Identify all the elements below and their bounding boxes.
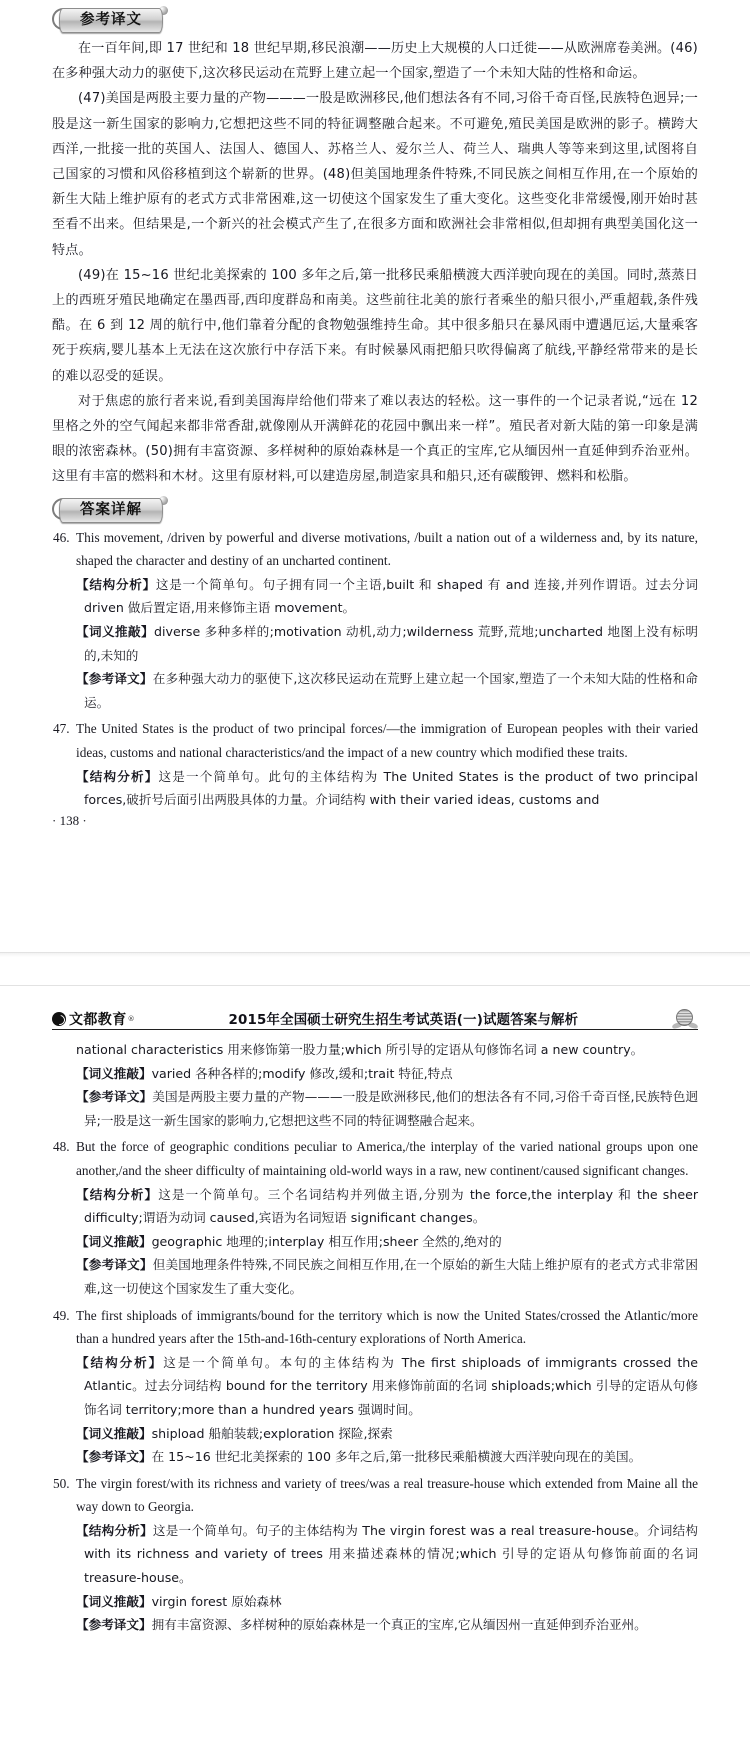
item-structure-analysis: [76, 1351, 698, 1422]
page-header: [52, 986, 698, 1030]
item-english-sentence: The virgin forest/with its richness and variety of trees/was a real treasure-house which extended from Maine all the way down to Georgia.: [76, 1475, 698, 1515]
continued-vocabulary-notes: [76, 1062, 698, 1086]
item-reference-translation: [76, 1445, 698, 1469]
badge-label: 答案详解: [59, 498, 163, 523]
item-vocabulary-notes: [76, 1422, 698, 1446]
item-structure-analysis: [76, 765, 698, 812]
block-text: varied 各种各样的;modify 修改,缓和;trait 特征,特点: [151, 1065, 453, 1081]
header-title: 2015年全国硕士研究生招生考试英语(一)试题答案与解析: [228, 1013, 579, 1028]
item-english-sentence: This movement, /driven by powerful and diverse motivations, /built a nation out of a wilderness and, by its nature, shaped the character and destiny of an uncharted continent.: [76, 529, 698, 569]
item-number: 47.: [53, 721, 70, 737]
page-number: · 138 ·: [52, 812, 87, 828]
explanation-item-46: [52, 526, 698, 715]
block-label: 【参考译文】: [76, 1449, 152, 1465]
continued-explanation-item-47: [52, 1038, 698, 1132]
block-label: 【结构分析】: [76, 1522, 153, 1538]
item-number: 49.: [53, 1307, 70, 1323]
item-body: [76, 1038, 698, 1132]
block-label: 【词义推敲】: [76, 1425, 152, 1441]
block-text: 美国是两股主要力量的产物———一股是欧洲移民,他们的想法各有不同,习俗千奇百怪,民族特色迥异;一股是这一新生国家的影响力,它想把这些不同的特征调整融合起来。: [84, 1089, 698, 1128]
translation-paragraph-2: (47)美国是两股主要力量的产物———一股是欧洲移民,他们想法各有不同,习俗千奇百怪,民族特色迥异;一股是这一新生国家的影响力,它想把这些不同的特征调整融合起来。不可避免,殖民美国是欧洲的影子。横跨大西洋,一批接一批的英国人、法国人、德国人、苏格兰人、爱尔兰人、荷兰人、瑞典人等等来到这里,试图将自己国家的习惯和风俗移植到这个崭新的世界。(48)但美国地理条件特殊,不同民族之间相互作用,在一个原始的新生大陆上维护原有的老式方式非常困难,这一切使这个国家发生了重大变化。这些变化非常缓慢,刚开始时甚至看不出来。但结果是,一个新兴的社会模式产生了,在很多方面和欧洲社会非常相似,但却拥有典型美国化这一特点。: [52, 91, 698, 258]
block-label: 【参考译文】: [76, 1617, 152, 1633]
block-text: 这是一个简单句。句子的主体结构为 The virgin forest was a real treasure-house。介词结构 with its richness and variety of trees 用来描述森林的情况;which 引导的定语从句修饰前面的名词 treasure-house。: [84, 1522, 699, 1586]
block-label: 【词义推敲】: [76, 1233, 152, 1249]
document-page-2: [0, 986, 750, 1753]
item-structure-analysis: [76, 573, 698, 620]
item-vocabulary-notes: [76, 620, 698, 667]
block-text: 这是一个简单句。三个名词结构并列做主语,分别为 the force,the interplay 和 the sheer difficulty;谓语为动词 caused,宾语为名词短语 significant changes。: [84, 1186, 699, 1226]
block-text: 在 15~16 世纪北美探索的 100 多年之后,第一批移民乘船横渡大西洋驶向现在的美国。: [151, 1449, 642, 1465]
block-text: national characteristics 用来修饰第一股力量;which 所引导的定语从句修饰名词 a new country。: [76, 1042, 644, 1057]
explanation-item-50: [52, 1472, 698, 1637]
item-body: [76, 526, 698, 715]
block-text: 这是一个简单句。句子拥有同一个主语,built 和 shaped 有 and 连接,并列作谓语。过去分词 driven 做后置定语,用来修饰主语 movement。: [84, 576, 698, 616]
block-label: 【词义推敲】: [76, 1593, 152, 1609]
block-label: 【词义推敲】: [76, 624, 155, 640]
item-structure-analysis: [76, 1519, 698, 1590]
block-label: 【结构分析】: [76, 1186, 159, 1202]
block-text: geographic 地理的;interplay 相互作用;sheer 全然的,绝对的: [151, 1233, 502, 1249]
block-label: 【结构分析】: [76, 576, 156, 592]
item-vocabulary-notes: [76, 1590, 698, 1614]
block-text: 拥有丰富资源、多样树种的原始森林是一个真正的宝库,它从缅因州一直延伸到乔治亚州。: [151, 1617, 647, 1633]
item-body: [76, 1304, 698, 1469]
badge-label: 参考译文: [59, 8, 163, 33]
block-label: 【结构分析】: [76, 768, 159, 784]
item-number: 48.: [53, 1139, 70, 1155]
item-number: 46.: [53, 529, 70, 545]
block-label: 【参考译文】: [76, 1089, 153, 1105]
block-label: 【结构分析】: [76, 1354, 164, 1370]
explanation-item-49: [52, 1304, 698, 1469]
publisher-name: 文都教育: [69, 1012, 127, 1028]
block-text: virgin forest 原始森林: [151, 1593, 282, 1609]
block-text: 这是一个简单句。本句的主体结构为 The first shiploads of immigrants crossed the Atlantic。过去分词结构 bound for the territory 用来修饰前面的名词 shiploads;which 引导的定语从句修饰名词 territory;more than a hundred years 强调时间。: [84, 1354, 698, 1417]
circular-seal-icon: [672, 1008, 698, 1029]
seal-ring: [676, 1009, 693, 1026]
explanation-item-48: [52, 1135, 698, 1300]
continued-structure-analysis: [76, 1038, 698, 1062]
translation-paragraph-1: 在一百年间,即 17 世纪和 18 世纪早期,移民浪潮——历史上大规模的人口迁徙——从欧洲席卷美洲。(46)在多种强大动力的驱使下,这次移民运动在荒野上建立起一个国家,塑造了一个未知大陆的性格和命运。: [52, 41, 698, 82]
translation-paragraph-3: (49)在 15~16 世纪北美探索的 100 多年之后,第一批移民乘船横渡大西洋驶向现在的美国。同时,蒸蒸日上的西班牙殖民地确定在墨西哥,西印度群岛和南美。这些前往北美的旅行者乘坐的船只很小,严重超载,条件残酷。在 6 到 12 周的航行中,他们靠着分配的食物勉强维持生命。其中很多船只在暴风雨中遭遇厄运,大量乘客死于疾病,婴儿基本上无法在这次旅行中存活下来。有时候暴风雨把船只吹得偏离了航线,平静经常带来的是长的难以忍受的延误。: [52, 267, 698, 384]
item-number-placeholder: [52, 1038, 76, 1132]
registered-trademark-icon: ®: [127, 1015, 135, 1023]
item-body: [76, 717, 698, 811]
block-label: 【参考译文】: [76, 671, 153, 687]
section-badge-answer-explanation: [52, 490, 698, 520]
translation-paragraph-4: 对于焦虑的旅行者来说,看到美国海岸给他们带来了难以表达的轻松。这一事件的一个记录者说,“远在 12 里格之外的空气闻起来都非常香甜,就像刚从开满鲜花的花园中飘出来一样”。殖民者对新大陆的第一印象是满眼的浓密森林。(50)拥有丰富资源、多样树种的原始森林是一个真正的宝库,它从缅因州一直延伸到乔治亚州。这里有丰富的燃料和木材。这里有原材料,可以建造房屋,制造家具和船只,还有碳酸钾、燃料和松脂。: [52, 393, 698, 485]
item-vocabulary-notes: [76, 1230, 698, 1254]
item-english-sentence: The United States is the product of two principal forces/—the immigration of European peoples with their varied ideas, customs and national characteristics/and the impact of a new country which modified these traits.: [76, 721, 698, 760]
item-structure-analysis: [76, 1183, 698, 1230]
item-reference-translation: [76, 1253, 698, 1300]
page-separator: [0, 952, 750, 986]
block-text: 但美国地理条件特殊,不同民族之间相互作用,在一个原始的新生大陆上维护原有的老式方式非常困难,这一切使这个国家发生了重大变化。: [84, 1257, 699, 1296]
item-english-sentence: The first shiploads of immigrants/bound for the territory which is now the United States/crossed the Atlantic/more than a hundred years after the 15th-and-16th-century explorations of North America.: [76, 1307, 698, 1347]
item-body: [76, 1135, 698, 1300]
block-label: 【词义推敲】: [76, 1065, 152, 1081]
block-text: shipload 船舶装载;exploration 探险,探索: [151, 1425, 393, 1441]
item-reference-translation: [76, 667, 698, 714]
block-text: 这是一个简单句。此句的主体结构为 The United States is the product of two principal forces,破折号后面引出两股具体的力量。介词结构 with their varied ideas, customs and: [84, 768, 698, 808]
wendu-swirl-logo-icon: [52, 1012, 66, 1026]
block-label: 【参考译文】: [76, 1257, 153, 1273]
item-number: 50.: [53, 1475, 70, 1491]
item-body: [76, 1472, 698, 1637]
section-badge-reference-translation: [52, 0, 698, 30]
block-text: diverse 多种多样的;motivation 动机,动力;wilderness 荒野,荒地;uncharted 地图上没有标明的,未知的: [84, 624, 698, 663]
block-text: 在多种强大动力的驱使下,这次移民运动在荒野上建立起一个国家,塑造了一个未知大陆的性格和命运。: [84, 671, 699, 710]
publisher-logo: [52, 1009, 135, 1029]
explanation-item-47: [52, 717, 698, 811]
item-reference-translation: [76, 1613, 698, 1637]
item-english-sentence: But the force of geographic conditions peculiar to America,/the interplay of the varied national groups upon one another,/and the sheer difficulty of maintaining old-world ways in a raw, new continent/caused significant changes.: [76, 1139, 698, 1178]
continued-reference-translation: [76, 1085, 698, 1132]
